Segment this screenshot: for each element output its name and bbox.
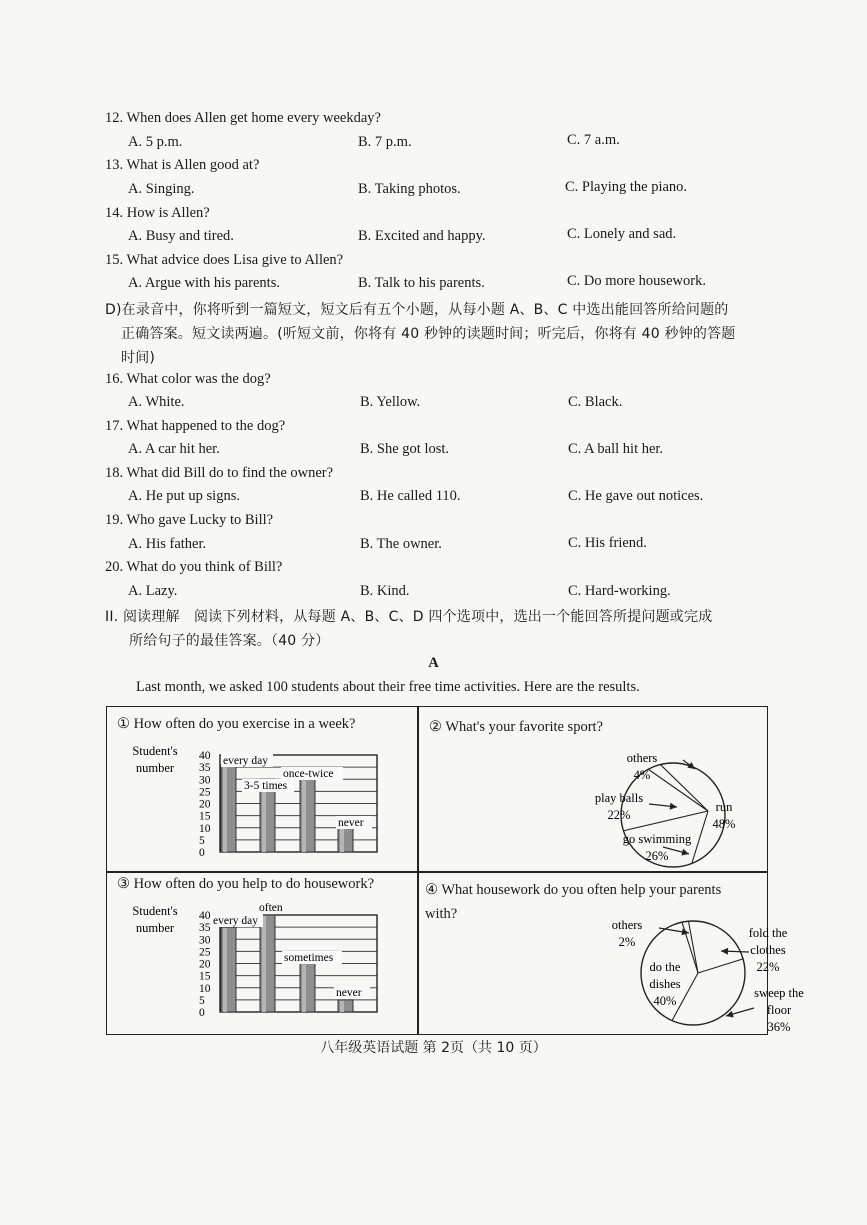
option-c: C. He gave out notices. — [568, 488, 704, 504]
slice-label: 26% — [645, 849, 669, 863]
question-20: 20. What do you think of Bill? — [105, 559, 283, 575]
y-tick-label: 40 — [199, 910, 211, 922]
section-d-instructions-line2: 正确答案。短文读两遍。(听短文前，你将有 40 秒钟的读题时间；听完后，你将有 40 秒钟的答题 — [121, 326, 736, 342]
section-d-instructions-line1: D)在录音中，你将听到一篇短文，短文后有五个小题，从每小题 A、B、C 中选出能回答所给问题的 — [105, 302, 729, 318]
category-label: 3-5 times — [244, 780, 288, 792]
option-c: C. Hard-working. — [568, 583, 671, 599]
slice-label: others — [626, 751, 658, 765]
option-a: A. 5 p.m. — [128, 134, 183, 150]
y-axis-label: Student's — [132, 904, 178, 918]
passage-letter: A — [428, 655, 439, 671]
pie-slice-edge — [623, 811, 708, 831]
divider-horizontal — [107, 871, 767, 873]
y-tick-label: 20 — [199, 958, 211, 971]
category-label: never — [336, 987, 362, 999]
section-ii-instructions-line1: II. 阅读理解 阅读下列材料，从每题 A、B、C、D 四个选项中，选出一个能回答所提问题或完成 — [105, 609, 713, 625]
y-tick-label: 10 — [199, 982, 211, 995]
y-tick-label: 40 — [199, 750, 211, 762]
slice-label: sweep the — [754, 986, 804, 1000]
slice-label: 22% — [756, 960, 780, 974]
page-footer: 八年级英语试题 第 2页（共 10 页） — [320, 1040, 547, 1056]
y-tick-label: 5 — [199, 994, 205, 1007]
bar-highlight — [302, 965, 306, 1013]
question-18: 18. What did Bill do to find the owner? — [105, 465, 334, 481]
option-a: A. A car hit her. — [128, 441, 220, 457]
option-c: C. A ball hit her. — [568, 441, 664, 457]
arrow-head — [681, 849, 689, 856]
question-13: 13. What is Allen good at? — [105, 157, 260, 173]
option-b: B. Taking photos. — [358, 181, 461, 197]
slice-label: 2% — [618, 935, 636, 949]
y-tick-label: 25 — [199, 946, 211, 959]
y-tick-label: 30 — [199, 774, 211, 787]
y-axis-label: Student's — [132, 744, 178, 758]
bar-highlight — [302, 780, 306, 852]
option-b: B. Excited and happy. — [358, 228, 486, 244]
pie-slice-edge — [698, 959, 743, 973]
y-tick-label: 0 — [199, 1007, 205, 1019]
option-c: C. Playing the piano. — [565, 179, 688, 195]
chart-1-bar — [107, 737, 417, 867]
slice-label: run — [715, 800, 733, 814]
chart-2-title: ② What's your favorite sport? — [429, 719, 603, 735]
slice-label: play balls — [594, 791, 644, 805]
option-c: C. 7 a.m. — [567, 132, 620, 148]
y-tick-label: 35 — [199, 922, 211, 935]
slice-label: others — [611, 918, 643, 932]
y-tick-label: 15 — [199, 970, 211, 983]
y-tick-label: 10 — [199, 822, 211, 835]
y-tick-label: 25 — [199, 786, 211, 799]
option-a: A. His father. — [128, 536, 207, 552]
slice-label: 40% — [653, 994, 677, 1008]
question-17: 17. What happened to the dog? — [105, 418, 286, 434]
category-label: often — [259, 902, 283, 914]
option-a: A. Singing. — [128, 181, 195, 197]
slice-label: 22% — [607, 808, 631, 822]
option-b: B. Talk to his parents. — [358, 275, 485, 291]
question-19: 19. Who gave Lucky to Bill? — [105, 512, 274, 528]
question-12: 12. When does Allen get home every weekday? — [105, 110, 381, 126]
arrow-head — [670, 803, 677, 810]
option-b: B. 7 p.m. — [358, 134, 412, 150]
option-a: A. Busy and tired. — [128, 228, 234, 244]
bar-highlight — [223, 928, 227, 1012]
option-b: B. He called 110. — [360, 488, 461, 504]
option-c: C. Lonely and sad. — [567, 226, 677, 242]
question-14: 14. How is Allen? — [105, 205, 210, 221]
slice-label: fold the — [748, 926, 788, 940]
slice-label: 4% — [633, 768, 651, 782]
option-c: C. His friend. — [568, 535, 647, 551]
slice-label: dishes — [649, 977, 681, 991]
bar-highlight — [340, 1001, 344, 1012]
y-tick-label: 30 — [199, 934, 211, 947]
option-a: A. Argue with his parents. — [128, 275, 280, 291]
chart-4-pie — [419, 901, 804, 1034]
option-b: B. Yellow. — [360, 394, 421, 410]
slice-label: do the — [649, 960, 681, 974]
slice-label: clothes — [750, 943, 786, 957]
y-tick-label: 0 — [199, 847, 205, 859]
passage-intro: Last month, we asked 100 students about their free time activities. Here are the results. — [136, 679, 640, 695]
option-b: B. Kind. — [360, 583, 410, 599]
chart-3-bar — [107, 897, 417, 1027]
section-d-instructions-line3: 时间) — [121, 350, 156, 366]
bar-highlight — [223, 766, 227, 852]
bar-highlight — [340, 829, 344, 852]
y-axis-label: number — [135, 761, 175, 775]
chart-2-pie — [419, 737, 767, 869]
option-a: A. Lazy. — [128, 583, 178, 599]
y-axis-label: number — [135, 921, 175, 935]
y-tick-label: 20 — [199, 798, 211, 811]
option-a: A. White. — [128, 394, 185, 410]
y-tick-label: 5 — [199, 834, 205, 847]
chart-4-title: ④ What housework do you often help your parents with? — [425, 882, 722, 922]
slice-label: floor — [766, 1003, 792, 1017]
category-label: every day — [213, 915, 259, 927]
slice-label: 36% — [767, 1020, 791, 1034]
option-a: A. He put up signs. — [128, 488, 240, 504]
bar-highlight — [262, 916, 266, 1012]
option-b: B. She got lost. — [360, 441, 450, 457]
category-label: sometimes — [284, 952, 334, 964]
chart-1-title: ① How often do you exercise in a week? — [117, 716, 356, 732]
category-label: never — [338, 817, 364, 829]
chart-3-title: ③ How often do you help to do housework? — [117, 876, 375, 892]
y-tick-label: 35 — [199, 762, 211, 775]
option-b: B. The owner. — [360, 536, 442, 552]
section-ii-instructions-line2: 所给句子的最佳答案。（40 分） — [129, 633, 330, 649]
question-15: 15. What advice does Lisa give to Allen? — [105, 252, 344, 268]
category-label: once-twice — [283, 768, 334, 780]
slice-label: 48% — [712, 817, 736, 831]
survey-charts-box — [106, 706, 804, 1035]
question-16: 16. What color was the dog? — [105, 371, 271, 387]
slice-label: go swimming — [622, 832, 692, 846]
category-label: every day — [223, 755, 269, 767]
arrow-head — [721, 948, 728, 955]
option-c: C. Black. — [568, 394, 623, 410]
y-tick-label: 15 — [199, 810, 211, 823]
option-c: C. Do more housework. — [567, 273, 706, 289]
